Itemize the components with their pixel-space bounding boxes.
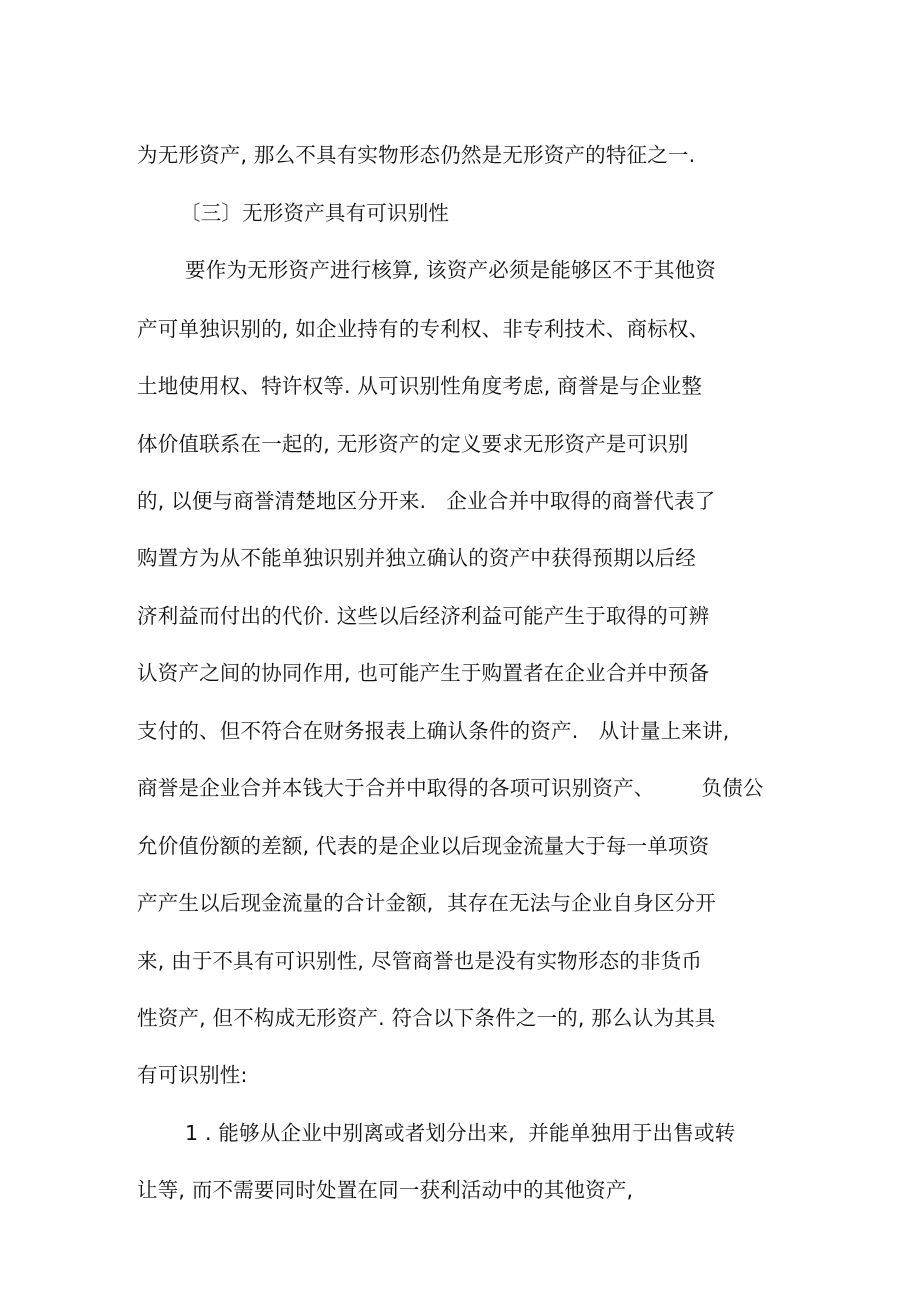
text-line: 商誉是企业合并本钱大于合并中取得的各项可识别资产、 负债公 — [137, 776, 764, 800]
text-line: 购置方为从不能单独识别并独立确认的资产中获得预期以后经 — [137, 546, 696, 570]
text-line: 认资产之间的协同作用, 也可能产生于购置者在企业合并中预备 — [137, 661, 710, 685]
text-line: 来, 由于不具有可识别性, 尽管商誉也是没有实物形态的非货币 — [137, 949, 703, 973]
text-line: 的, 以便与商誉清楚地区分开来. 企业合并中取得的商誉代表了 — [137, 489, 716, 513]
section-heading: 〔三〕无形资产具有可识别性 — [180, 201, 450, 225]
text-line: 济利益而付出的代价. 这些以后经济利益可能产生于取得的可辨 — [137, 604, 710, 628]
text-line: 要作为无形资产进行核算, 该资产必须是能够区不于其他资 — [185, 258, 716, 282]
text-line: 土地使用权、特许权等. 从可识别性角度考虑, 商誉是与企业整 — [137, 374, 703, 398]
list-item-1: 1 . 能够从企业中别离或者划分出来, 并能单独用于出售或转 — [185, 1121, 736, 1145]
text-line: 让等, 而不需要同时处置在同一获利活动中的其他资产, — [137, 1178, 634, 1202]
text-line: 支付的、但不符合在财务报表上确认条件的资产. 从计量上来讲, — [137, 719, 730, 743]
text-line: 性资产, 但不构成无形资产. 符合以下条件之一的, 那么认为其具 — [137, 1006, 716, 1030]
text-line: 产产生以后现金流量的合计金额, 其存在无法与企业自身区分开 — [137, 891, 717, 915]
text-line: 为无形资产, 那么不具有实物形态仍然是无形资产的特征之一. — [137, 143, 696, 167]
text-line: 产可单独识别的, 如企业持有的专利权、非专利技术、商标权、 — [137, 317, 710, 341]
text-line: 允价值份额的差额, 代表的是企业以后现金流量大于每一单项资 — [137, 834, 710, 858]
text-line: 有可识别性: — [137, 1063, 248, 1087]
text-line: 体价值联系在一起的, 无形资产的定义要求无形资产是可识别 — [137, 432, 689, 456]
